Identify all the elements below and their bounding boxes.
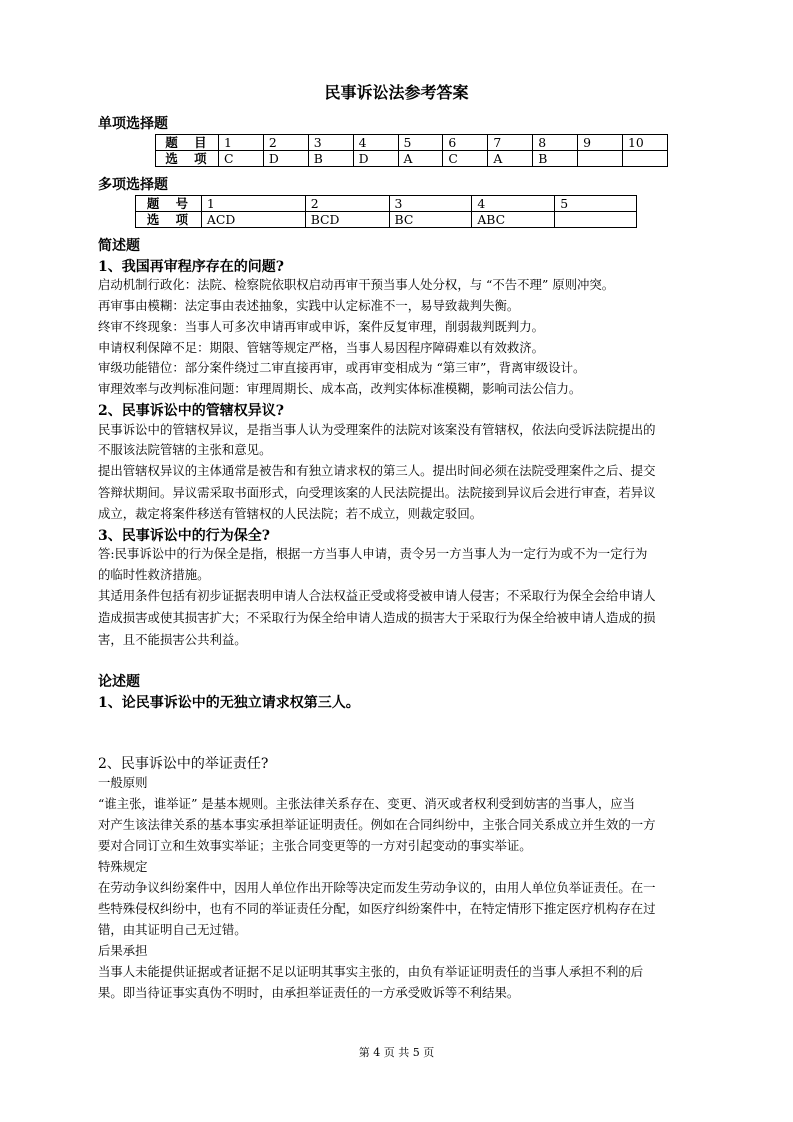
- table-cell: 1: [218, 135, 263, 151]
- paragraph-line: 要对合同订立和生效事实举证；主张合同变更等的一方对引起变动的事实举证。: [98, 838, 532, 853]
- page-footer: 第 4 页 共 5 页: [358, 1046, 435, 1059]
- table-cell: 3: [389, 196, 472, 212]
- paragraph-line: 启动机制行政化：法院、检察院依职权启动再审干预当事人处分权，与 “不告不理” 原则冲突。: [98, 277, 615, 292]
- table-row: [156, 135, 668, 151]
- question-title: 2、民事诉讼中的举证责任?: [98, 756, 269, 772]
- table-cell: C: [218, 151, 263, 167]
- table-cell: [578, 151, 623, 167]
- paragraph-line: 些特殊侵权纠纷中，也有不同的举证责任分配，如医疗纠纷案件中，在特定情形下推定医疗机构存在过: [98, 901, 656, 916]
- table-cell: B: [308, 151, 353, 167]
- table-cell: 6: [443, 135, 488, 151]
- question-title: 3、民事诉讼中的行为保全?: [98, 528, 270, 544]
- section-subtitle: 一般原则: [98, 775, 148, 790]
- question-title: 1、论民事诉讼中的无独立请求权第三人。: [98, 695, 360, 711]
- page-title: 民事诉讼法参考答案: [324, 83, 469, 102]
- paragraph-line: 错，由其证明自己无过错。: [98, 922, 247, 937]
- paragraph-line: 答辩状期间。异议需采取书面形式，向受理该案的人民法院提出。法院接到异议后会进行审查，若异议: [98, 485, 656, 500]
- multi-choice-table: [135, 195, 637, 228]
- table-cell: B: [533, 151, 578, 167]
- table-cell: 7: [488, 135, 533, 151]
- paragraph-line: 的临时性救济措施。: [98, 567, 210, 582]
- table-cell: 8: [533, 135, 578, 151]
- paragraph-line: 终审不终现象：当事人可多次申请再审或申诉，案件反复审理，削弱裁判既判力。: [98, 319, 545, 334]
- table-cell: 9: [578, 135, 623, 151]
- section-subtitle: 特殊规定: [98, 859, 148, 874]
- table-cell: 1: [201, 196, 305, 212]
- single-choice-heading: 单项选择题: [98, 116, 168, 132]
- row-label: 选 项: [156, 151, 219, 167]
- multi-choice-heading: 多项选择题: [98, 177, 168, 193]
- paragraph-line: 造成损害或使其损害扩大；不采取行为保全给申请人造成的损害大于采取行为保全给被申请人造成的损: [98, 610, 656, 625]
- paragraph-line: 民事诉讼中的管辖权异议，是指当事人认为受理案件的法院对该案没有管辖权，依法向受诉法院提出的: [98, 422, 656, 437]
- paragraph-line: 再审事由模糊：法定事由表述抽象，实践中认定标准不一，易导致裁判失衡。: [98, 298, 520, 313]
- table-cell: [622, 151, 667, 167]
- paragraph-line: 答:民事诉讼中的行为保全是指，根据一方当事人申请，责令另一方当事人为一定行为或不为一定行为: [98, 546, 648, 561]
- section-subtitle: 后果承担: [98, 943, 148, 958]
- paragraph-line: 提出管辖权异议的主体通常是被告和有独立请求权的第三人。提出时间必须在法院受理案件之后、提交: [98, 463, 656, 478]
- paragraph-line: 成立，裁定将案件移送有管辖权的人民法院；若不成立，则裁定驳回。: [98, 506, 483, 521]
- table-cell: BCD: [305, 212, 389, 228]
- table-cell: D: [263, 151, 308, 167]
- table-cell: 3: [308, 135, 353, 151]
- table-cell: BC: [389, 212, 472, 228]
- question-title: 1、我国再审程序存在的问题?: [98, 259, 284, 275]
- paragraph-line: 果。即当待证事实真伪不明时，由承担举证责任的一方承受败诉等不利结果。: [98, 985, 520, 1000]
- table-cell: 2: [263, 135, 308, 151]
- table-cell: 10: [622, 135, 667, 151]
- question-title: 2、民事诉讼中的管辖权异议?: [98, 403, 284, 419]
- table-cell: 2: [305, 196, 389, 212]
- row-label: 选 项: [136, 212, 202, 228]
- paragraph-line: 审级功能错位：部分案件绕过二审直接再审，或再审变相成为 “第三审”，背离审级设计。: [98, 360, 586, 375]
- table-cell: A: [398, 151, 443, 167]
- paragraph-line: 害，且不能损害公共利益。: [98, 632, 247, 647]
- table-cell: ACD: [201, 212, 305, 228]
- paragraph-line: 申请权利保障不足：期限、管辖等规定严格，当事人易因程序障碍难以有效救济。: [98, 340, 545, 355]
- paragraph-line: 其适用条件包括有初步证据表明申请人合法权益正受或将受被申请人侵害；不采取行为保全会给申请人: [98, 588, 656, 603]
- table-cell: 4: [353, 135, 398, 151]
- table-cell: 5: [555, 196, 637, 212]
- paragraph-line: “谁主张，谁举证” 是基本规则。主张法律关系存在、变更、消灭或者权利受到妨害的当事人，应当: [98, 796, 636, 811]
- table-cell: 5: [398, 135, 443, 151]
- table-row: [136, 212, 637, 228]
- table-cell: D: [353, 151, 398, 167]
- table-cell: A: [488, 151, 533, 167]
- paragraph-line: 不服该法院管辖的主张和意见。: [98, 442, 272, 457]
- table-row: [156, 151, 668, 167]
- table-cell: [555, 212, 637, 228]
- paragraph-line: 审理效率与改判标准问题：审理周期长、成本高，改判实体标准模糊，影响司法公信力。: [98, 381, 582, 396]
- row-label: 题 号: [136, 196, 202, 212]
- table-row: [136, 196, 637, 212]
- paragraph-line: 在劳动争议纠纷案件中，因用人单位作出开除等决定而发生劳动争议的，由用人单位负举证责任。在一: [98, 880, 656, 895]
- essay-heading: 论述题: [98, 674, 140, 690]
- paragraph-line: 对产生该法律关系的基本事实承担举证证明责任。例如在合同纠纷中，主张合同关系成立并生效的一方: [98, 817, 656, 832]
- table-cell: 4: [472, 196, 555, 212]
- table-cell: C: [443, 151, 488, 167]
- table-cell: ABC: [472, 212, 555, 228]
- row-label: 题 目: [156, 135, 219, 151]
- single-choice-table: [155, 134, 668, 167]
- paragraph-line: 当事人未能提供证据或者证据不足以证明其事实主张的，由负有举证证明责任的当事人承担不利的后: [98, 964, 644, 979]
- short-answer-heading: 简述题: [98, 238, 140, 254]
